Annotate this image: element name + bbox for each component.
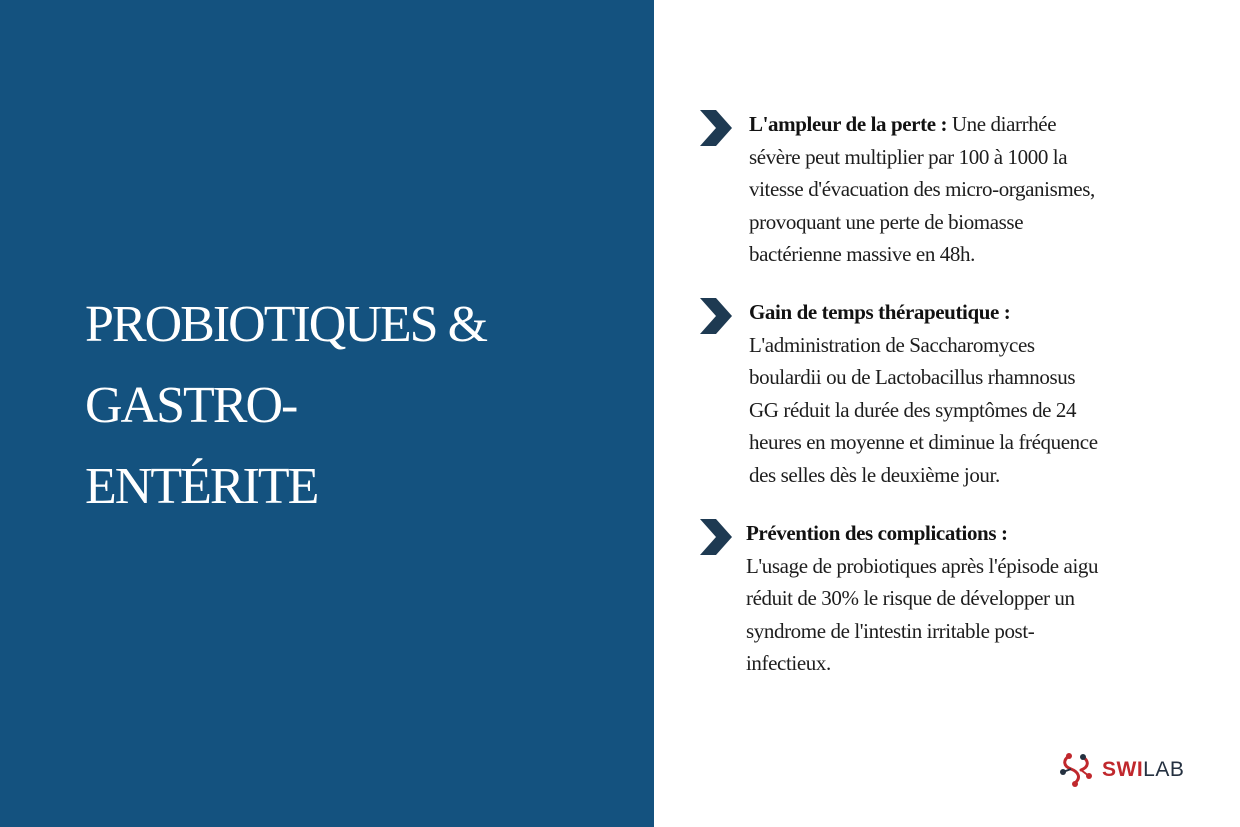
point-line: L'usage de probiotiques après l'épisode aigu bbox=[746, 553, 1099, 578]
point-loss-magnitude bbox=[698, 108, 1095, 271]
point-line: des selles dès le deuxième jour. bbox=[749, 462, 1000, 487]
point-line: provoquant une perte de biomasse bbox=[749, 209, 1024, 234]
point-line: vitesse d'évacuation des micro-organismes, bbox=[749, 177, 1095, 201]
point-line: infectieux. bbox=[746, 651, 831, 675]
point-line: GG réduit la durée des symptômes de 24 bbox=[749, 397, 1077, 422]
chevron-right-icon bbox=[698, 108, 736, 148]
title-line-2: GASTRO- bbox=[85, 377, 297, 434]
point-complications-prevention bbox=[698, 517, 1098, 680]
point-therapeutic-time bbox=[698, 296, 1098, 491]
point-line: L'administration de Saccharomyces bbox=[749, 332, 1035, 357]
point-line: boulardii ou de Lactobacillus rhamnosus bbox=[749, 365, 1076, 389]
point-heading: Prévention des complications : bbox=[746, 521, 1008, 545]
point-line: heures en moyenne et diminue la fréquence bbox=[749, 430, 1098, 454]
chevron-right-icon bbox=[698, 296, 736, 336]
logo-text-swi: SWI bbox=[1102, 758, 1144, 781]
title-line-3: ENTÉRITE bbox=[85, 458, 318, 515]
chevron-right-icon bbox=[698, 517, 736, 557]
point-line: syndrome de l'intestin irritable post- bbox=[746, 618, 1035, 643]
point-line: réduit de 30% le risque de développer un bbox=[746, 586, 1075, 610]
swilab-logo bbox=[1059, 752, 1184, 788]
molecule-logo-icon bbox=[1059, 752, 1095, 788]
logo-text-lab: LAB bbox=[1143, 758, 1185, 781]
point-heading: Gain de temps thérapeutique : bbox=[749, 300, 1011, 324]
point-line: bactérienne massive en 48h. bbox=[749, 242, 975, 266]
logo-wordmark bbox=[1102, 758, 1184, 782]
point-text bbox=[749, 108, 1095, 271]
point-heading: L'ampleur de la perte : bbox=[749, 112, 948, 136]
point-text bbox=[749, 296, 1098, 491]
page-title bbox=[85, 284, 555, 527]
point-line: sévère peut multiplier par 100 à 1000 la bbox=[749, 144, 1068, 169]
title-line-1: PROBIOTIQUES & bbox=[85, 296, 487, 353]
point-text bbox=[746, 517, 1098, 680]
point-line: Une diarrhée bbox=[947, 112, 1057, 136]
